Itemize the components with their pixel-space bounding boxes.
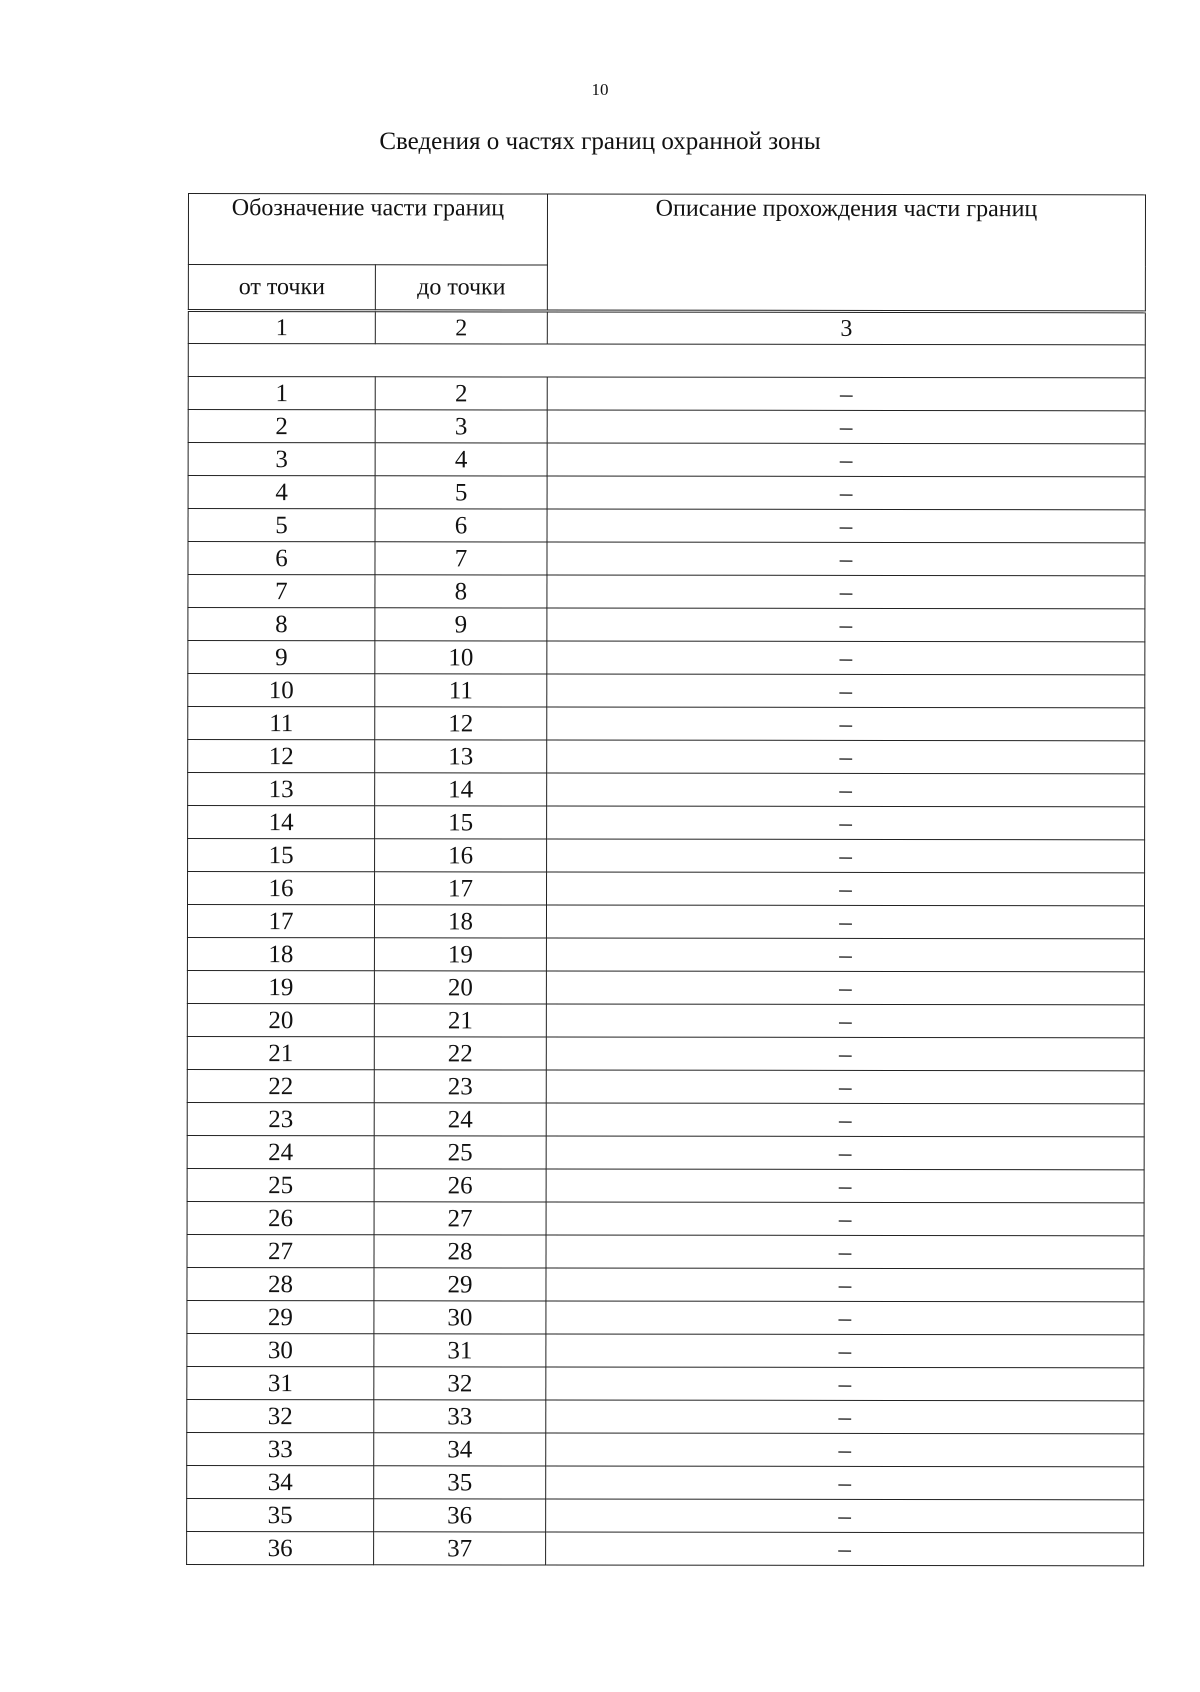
header-boundary-designation: Обозначение части границ [188,194,547,266]
from-point-cell: 1 [188,377,375,410]
from-point-cell: 20 [187,1003,374,1036]
description-cell: – [547,839,1145,873]
from-point-cell: 33 [187,1432,374,1465]
to-point-cell: 31 [374,1334,546,1367]
header-description: Описание прохождения части границ [547,194,1145,311]
to-point-cell: 30 [374,1301,546,1334]
from-point-cell: 8 [188,608,375,641]
description-cell: – [546,1037,1144,1071]
from-point-cell: 6 [188,542,375,575]
to-point-cell: 5 [375,476,547,509]
to-point-cell: 32 [374,1367,546,1400]
description-cell: – [546,1334,1144,1368]
table-row [188,476,1145,510]
description-cell: – [546,1103,1144,1137]
description-cell: – [546,1466,1144,1500]
description-cell: – [546,1268,1144,1302]
table-row [187,1465,1144,1499]
table-row [187,1432,1144,1466]
description-cell: – [547,641,1145,675]
from-point-cell: 32 [187,1399,374,1432]
table-row [187,970,1144,1004]
to-point-cell: 21 [374,1004,546,1037]
to-point-cell: 6 [375,509,547,542]
description-cell: – [546,1202,1144,1236]
blank-row [188,344,1145,378]
table-row [188,377,1145,411]
table-row [188,740,1145,774]
to-point-cell: 37 [374,1532,546,1565]
to-point-cell: 15 [375,806,547,839]
table-row [187,1498,1144,1532]
description-cell: – [547,509,1145,543]
table-row [188,773,1145,807]
to-point-cell: 12 [375,707,547,740]
from-point-cell: 12 [188,740,375,773]
description-cell: – [546,1367,1144,1401]
to-point-cell: 29 [374,1268,546,1301]
from-point-cell: 25 [187,1168,374,1201]
table-row [188,410,1145,444]
from-point-cell: 17 [187,905,374,938]
to-point-cell: 22 [374,1037,546,1070]
description-cell: – [546,1301,1144,1335]
description-cell: – [546,971,1144,1005]
from-point-cell: 14 [188,806,375,839]
table-row [187,1333,1144,1367]
from-point-cell: 24 [187,1135,374,1168]
from-point-cell: 35 [187,1498,374,1531]
to-point-cell: 11 [375,674,547,707]
to-point-cell: 4 [375,443,547,476]
description-cell: – [547,674,1145,708]
boundary-parts-table [186,193,1146,1566]
table-row [187,1168,1144,1202]
to-point-cell: 10 [375,641,547,674]
description-cell: – [547,740,1145,774]
to-point-cell: 13 [375,740,547,773]
from-point-cell: 34 [187,1465,374,1498]
column-number: 3 [547,312,1145,345]
to-point-cell: 36 [374,1499,546,1532]
to-point-cell: 23 [374,1070,546,1103]
description-cell: – [546,1004,1144,1038]
to-point-cell: 14 [375,773,547,806]
from-point-cell: 23 [187,1102,374,1135]
to-point-cell: 17 [375,872,547,905]
table-row [188,542,1145,576]
table-row [188,674,1145,708]
from-point-cell: 18 [187,938,374,971]
to-point-cell: 34 [374,1433,546,1466]
table-row [188,575,1145,609]
table-row [188,509,1145,543]
from-point-cell: 5 [188,509,375,542]
from-point-cell: 26 [187,1201,374,1234]
to-point-cell: 19 [374,938,546,971]
to-point-cell: 20 [374,971,546,1004]
table-row [188,707,1145,741]
description-cell: – [547,410,1145,444]
description-cell: – [546,1070,1144,1104]
page-title: Сведения о частях границ охранной зоны [379,128,821,155]
from-point-cell: 31 [187,1366,374,1399]
from-point-cell: 27 [187,1234,374,1267]
to-point-cell: 28 [374,1235,546,1268]
column-number: 2 [375,312,547,344]
description-cell: – [547,377,1145,411]
from-point-cell: 9 [188,641,375,674]
from-point-cell: 10 [188,674,375,707]
from-point-cell: 16 [188,872,375,905]
table-row [187,1036,1144,1070]
table-row [188,443,1145,477]
description-cell: – [546,905,1144,939]
table-row [187,1135,1144,1169]
from-point-cell: 29 [187,1300,374,1333]
table-row [187,1069,1144,1103]
table-row [187,1399,1144,1433]
table-row [188,839,1145,873]
from-point-cell: 2 [188,410,375,443]
table-row [187,1201,1144,1235]
table-row [187,1366,1144,1400]
from-point-cell: 21 [187,1036,374,1069]
from-point-cell: 19 [187,970,374,1003]
description-cell: – [546,938,1144,972]
description-cell: – [546,1433,1144,1467]
from-point-cell: 13 [188,773,375,806]
description-cell: – [546,1169,1144,1203]
table-row [187,1300,1144,1334]
description-cell: – [546,1400,1144,1434]
to-point-cell: 3 [375,410,547,443]
description-cell: – [547,806,1145,840]
description-cell: – [546,1532,1144,1566]
from-point-cell: 4 [188,476,375,509]
table-row [188,872,1145,906]
to-point-cell: 33 [374,1400,546,1433]
header-from-point: от точки [188,265,375,310]
description-cell: – [547,773,1145,807]
description-cell: – [547,707,1145,741]
from-point-cell: 3 [188,443,375,476]
table-row [188,806,1145,840]
from-point-cell: 22 [187,1069,374,1102]
table-row [187,1267,1144,1301]
column-numbers-row [188,312,1145,345]
to-point-cell: 9 [375,608,547,641]
from-point-cell: 28 [187,1267,374,1300]
from-point-cell: 36 [187,1531,374,1564]
table-row [188,641,1145,675]
description-cell: – [546,1499,1144,1533]
to-point-cell: 8 [375,575,547,608]
from-point-cell: 30 [187,1333,374,1366]
table-row [187,1234,1144,1268]
to-point-cell: 27 [374,1202,546,1235]
from-point-cell: 7 [188,575,375,608]
table-row [187,938,1144,972]
description-cell: – [547,575,1145,609]
description-cell: – [547,542,1145,576]
to-point-cell: 26 [374,1169,546,1202]
table-row [187,1102,1144,1136]
from-point-cell: 15 [188,839,375,872]
description-cell: – [547,476,1145,510]
description-cell: – [546,1136,1144,1170]
description-cell: – [546,1235,1144,1269]
to-point-cell: 7 [375,542,547,575]
table-row [188,608,1145,642]
to-point-cell: 24 [374,1103,546,1136]
to-point-cell: 18 [374,905,546,938]
table-row [187,905,1144,939]
to-point-cell: 25 [374,1136,546,1169]
table-row [187,1003,1144,1037]
description-cell: – [547,608,1145,642]
column-number: 1 [188,312,375,344]
header-to-point: до точки [375,265,547,310]
table-row [187,1531,1144,1565]
description-cell: – [547,443,1145,477]
description-cell: – [547,872,1145,906]
page-number: 10 [591,80,609,99]
from-point-cell: 11 [188,707,375,740]
to-point-cell: 2 [375,377,547,410]
to-point-cell: 16 [375,839,547,872]
to-point-cell: 35 [374,1466,546,1499]
